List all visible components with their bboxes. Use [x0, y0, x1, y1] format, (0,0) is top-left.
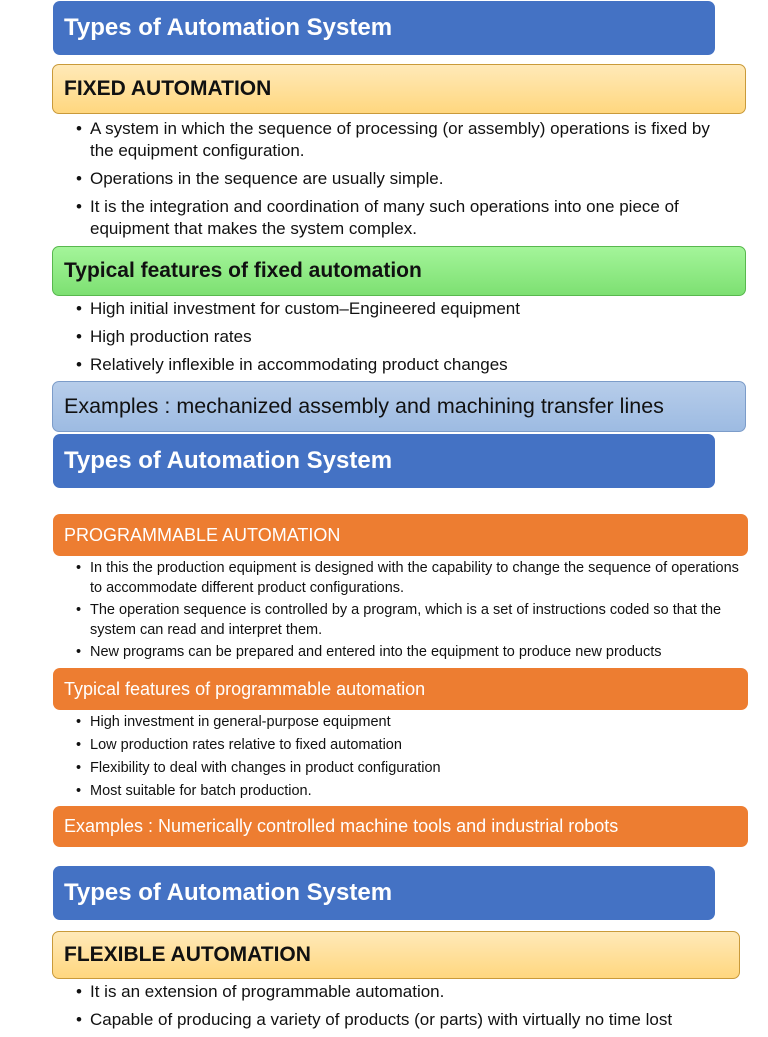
- fixed-features-header: Typical features of fixed automation: [52, 246, 746, 296]
- list-item: • The operation sequence is controlled by a program, which is a set of instructions coded so that the system can read and interpret them.: [76, 600, 748, 640]
- list-item: • A system in which the sequence of processing (or assembly) operations is fixed by the equipment configuration.: [76, 118, 736, 162]
- programmable-features-list: [76, 712, 748, 804]
- list-item: • In this the production equipment is designed with the capability to change the sequence of operations to accommodate different product configurations.: [76, 558, 748, 598]
- list-item: • Relatively inflexible in accommodating product changes: [76, 354, 736, 376]
- list-item: • High initial investment for custom–Engineered equipment: [76, 298, 736, 320]
- fixed-features-list: [76, 298, 736, 382]
- list-item: • It is the integration and coordination of many such operations into one piece of equipment that makes the system complex.: [76, 196, 736, 240]
- list-item: • High investment in general-purpose equipment: [76, 712, 748, 732]
- list-item: • Operations in the sequence are usually simple.: [76, 168, 736, 190]
- programmable-automation-bullets: [76, 558, 748, 664]
- list-item: • High production rates: [76, 326, 736, 348]
- list-item: • Capable of producing a variety of products (or parts) with virtually no time lost: [76, 1009, 748, 1031]
- programmable-automation-header: PROGRAMMABLE AUTOMATION: [53, 514, 748, 556]
- fixed-examples: Examples : mechanized assembly and machining transfer lines: [52, 381, 746, 432]
- programmable-features-header: Typical features of programmable automation: [53, 668, 748, 710]
- slide3-title: Types of Automation System: [53, 866, 715, 920]
- fixed-automation-bullets: [76, 118, 736, 246]
- list-item: • It is an extension of programmable automation.: [76, 981, 748, 1003]
- flexible-automation-header: FLEXIBLE AUTOMATION: [52, 931, 740, 979]
- list-item: • Flexibility to deal with changes in product configuration: [76, 758, 748, 778]
- programmable-examples: Examples : Numerically controlled machine tools and industrial robots: [53, 806, 748, 847]
- list-item: • Low production rates relative to fixed automation: [76, 735, 748, 755]
- slide1-title: Types of Automation System: [53, 1, 715, 55]
- fixed-automation-header: FIXED AUTOMATION: [52, 64, 746, 114]
- flexible-automation-bullets: [76, 981, 748, 1037]
- list-item: • New programs can be prepared and entered into the equipment to produce new products: [76, 642, 748, 662]
- list-item: • Most suitable for batch production.: [76, 781, 748, 801]
- slide2-title: Types of Automation System: [53, 434, 715, 488]
